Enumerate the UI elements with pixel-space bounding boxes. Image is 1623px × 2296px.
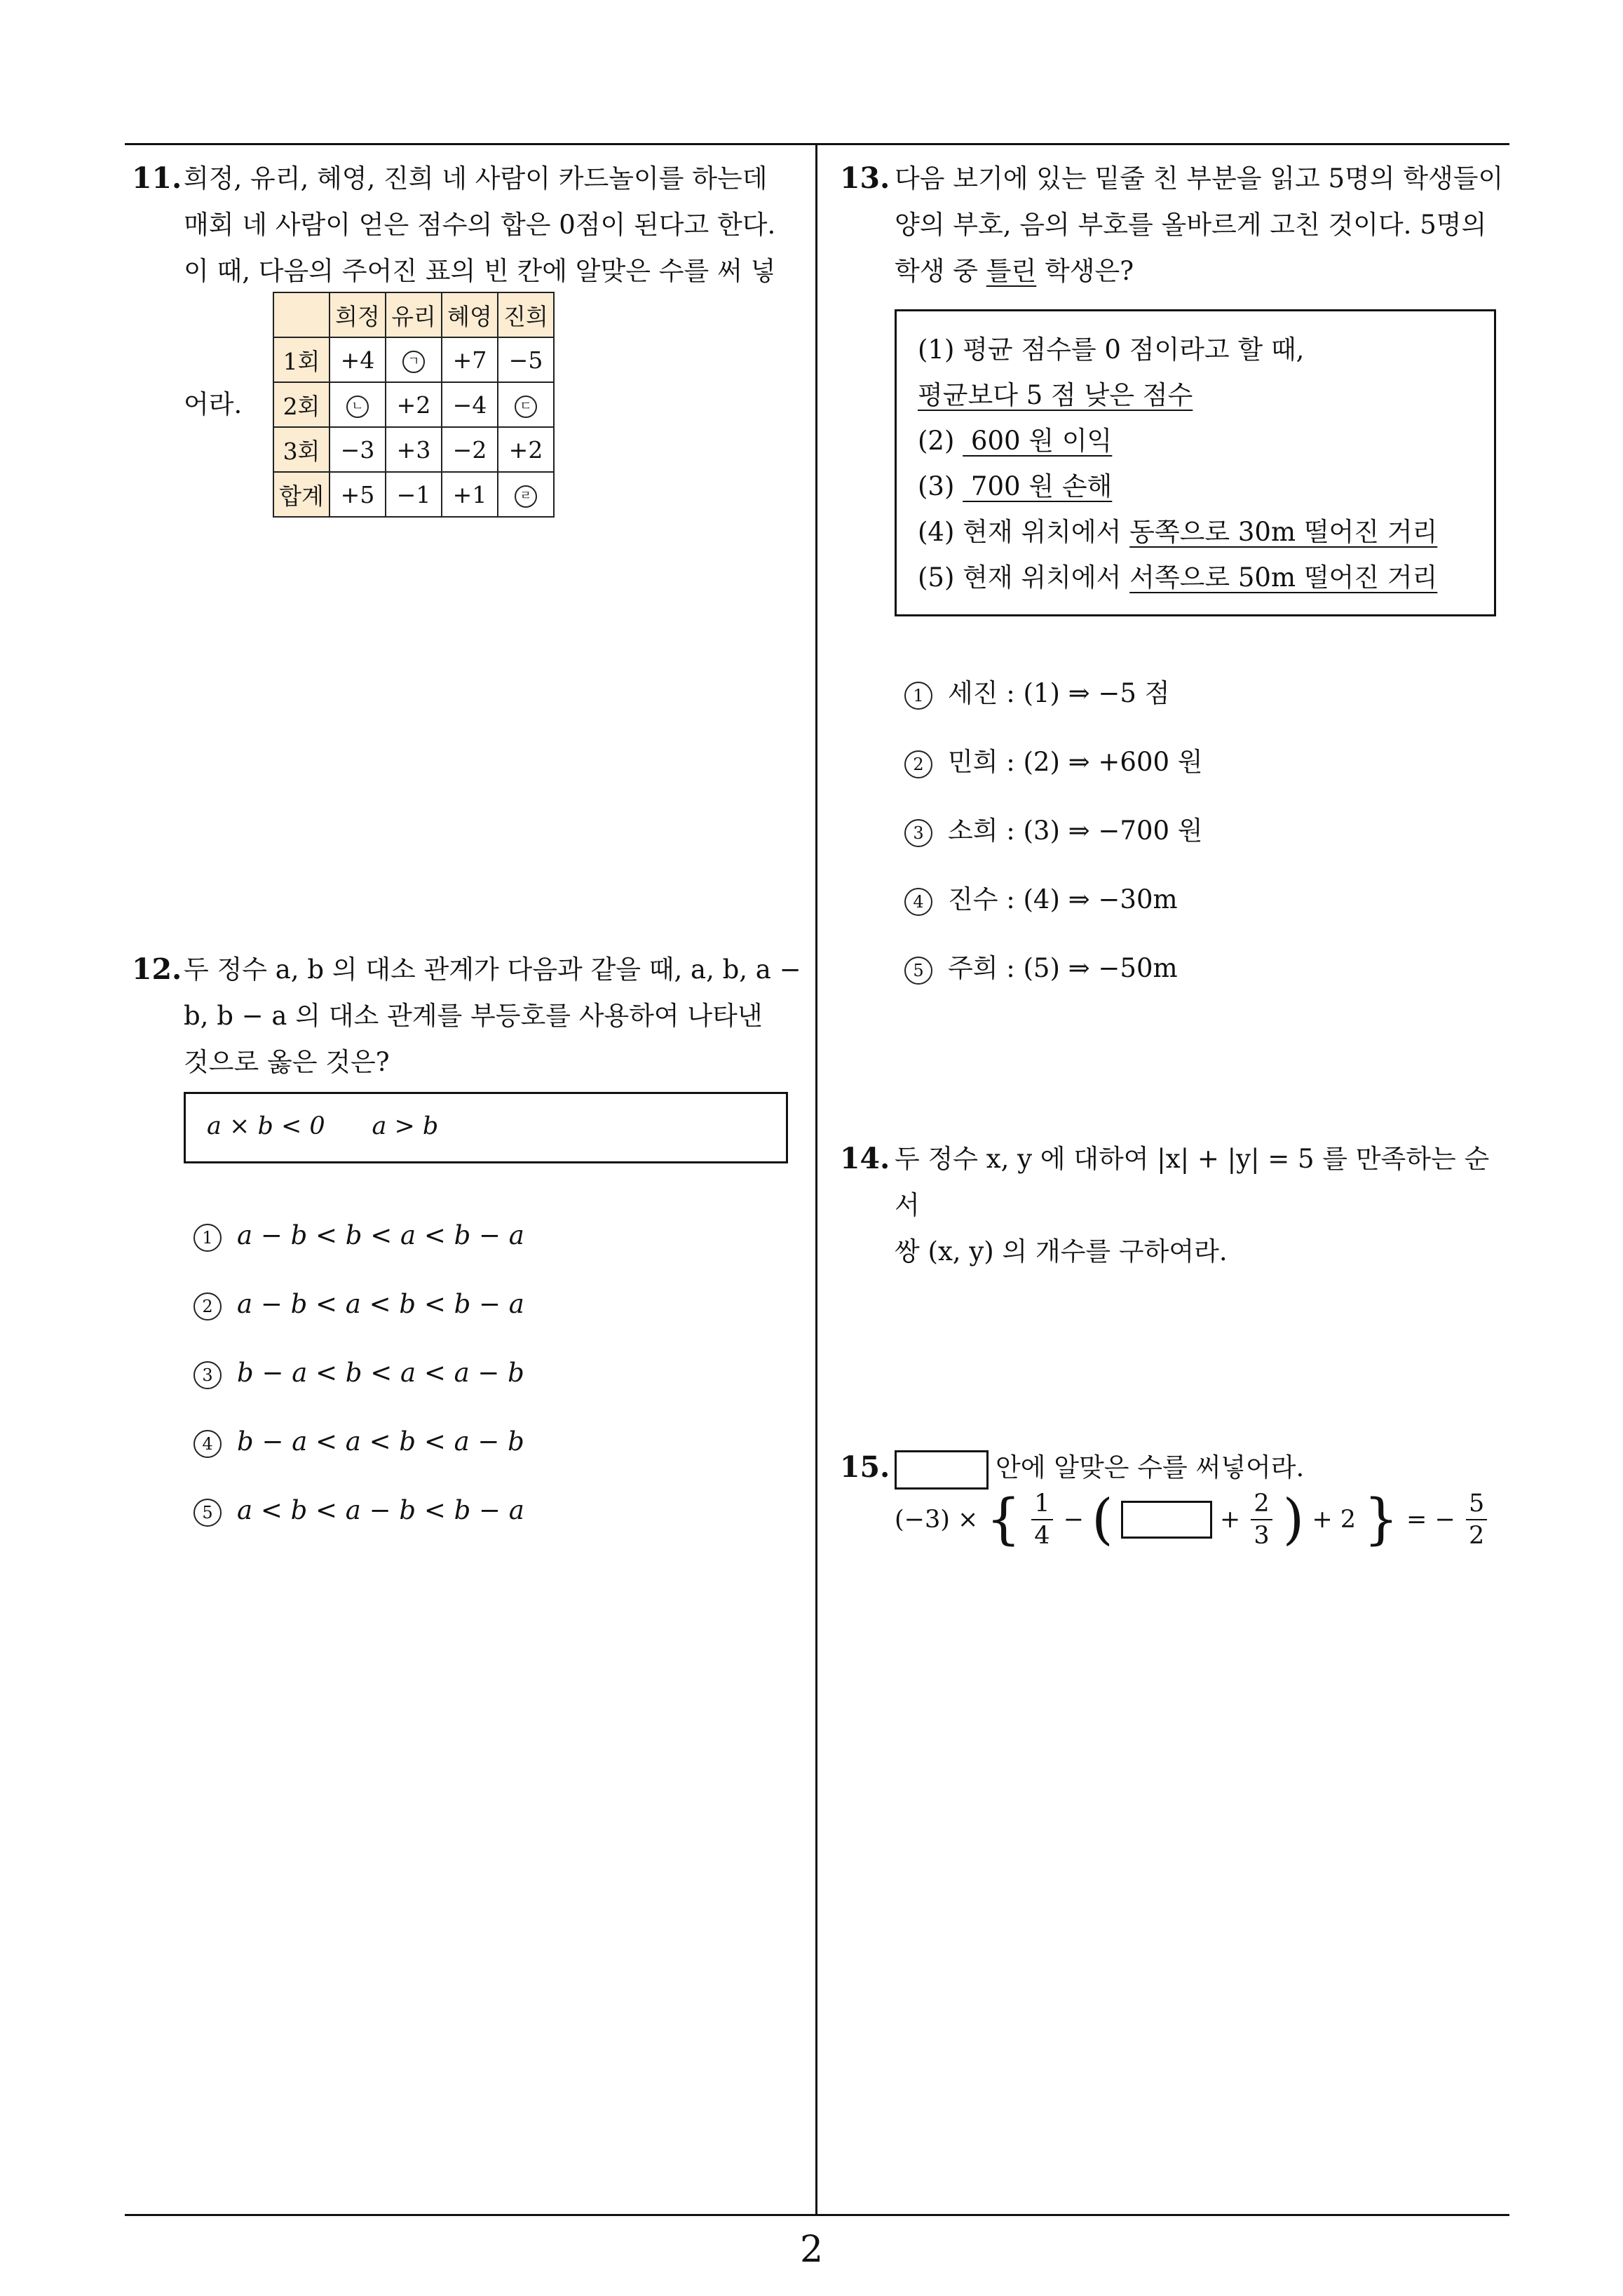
table-cell: +5: [330, 472, 386, 517]
underlined-text: 틀린: [986, 256, 1037, 286]
question-text-line: [895, 248, 1512, 295]
numerator: 2: [1251, 1488, 1272, 1520]
question-number: 12.: [132, 952, 182, 986]
table-row: [273, 382, 554, 427]
option-marker: 4: [193, 1430, 222, 1458]
table-header: 유리: [386, 292, 442, 337]
option-marker: 1: [193, 1224, 222, 1252]
question-text-line: 매회 네 사람이 얻은 점수의 합은 0점이 된다고 한다.: [184, 210, 776, 240]
option-text: a − b < a < b < b − a: [237, 1289, 524, 1319]
table-cell: +3: [386, 427, 442, 472]
table-header-row: [273, 292, 554, 337]
option-5[interactable]: [904, 947, 1178, 985]
question-text-line: 것으로 옳은 것은?: [184, 1047, 390, 1077]
denominator: 3: [1254, 1522, 1270, 1550]
minus-sign: −: [1063, 1506, 1085, 1534]
example-line: [918, 464, 1437, 509]
table-cell: +2: [498, 427, 554, 472]
plus-sign: +: [1219, 1506, 1241, 1534]
question-number: 11.: [132, 161, 182, 195]
row-label: 3회: [273, 427, 330, 472]
question-text-tail: 어라.: [184, 389, 243, 419]
row-label: 2회: [273, 382, 330, 427]
question-text-line: 이 때, 다음의 주어진 표의 빈 칸에 알맞은 수를 써 넣: [184, 256, 776, 286]
table-cell-blank: [330, 382, 386, 427]
option-text: 세진 : (1) ⇒ −5 점: [948, 678, 1170, 708]
option-marker: 3: [904, 819, 932, 847]
option-marker: 5: [193, 1499, 222, 1527]
text-segment: (5) 현재 위치에서: [918, 562, 1130, 593]
table-cell-blank: [498, 382, 554, 427]
table-corner: [273, 292, 330, 337]
example-line: 평균보다 5 점 낮은 점수: [918, 380, 1193, 410]
table-row: [273, 472, 554, 517]
underlined-text: 600 원 이익: [963, 426, 1113, 456]
question-number: 13.: [840, 161, 890, 195]
right-brace: }: [1364, 1488, 1399, 1551]
table-row: [273, 427, 554, 472]
answer-box[interactable]: [895, 1450, 989, 1490]
option-text: b − a < b < a < a − b: [237, 1358, 524, 1388]
option-3[interactable]: [904, 809, 1203, 847]
question-text: 안에 알맞은 수를 써넣어라.: [996, 1452, 1305, 1483]
expr-left: (−3) ×: [895, 1506, 979, 1534]
option-marker: 5: [904, 957, 932, 985]
question-text-line: 양의 부호, 음의 부호를 올바르게 고친 것이다. 5명의: [895, 210, 1487, 240]
column-divider: [815, 144, 817, 2215]
table-cell: −3: [330, 427, 386, 472]
table-header: 희정: [330, 292, 386, 337]
table-header: 진희: [498, 292, 554, 337]
numerator: 1: [1031, 1488, 1052, 1520]
question-text-line: 다음 보기에 있는 밑줄 친 부분을 읽고 5명의 학생들이: [895, 163, 1504, 194]
text-segment: (4) 현재 위치에서: [918, 517, 1130, 547]
table-cell: +7: [442, 337, 498, 382]
question-number: 14.: [840, 1142, 890, 1175]
numerator: 5: [1466, 1488, 1487, 1520]
option-text: 주희 : (5) ⇒ −50m: [948, 953, 1178, 983]
table-cell-blank: [498, 472, 554, 517]
option-1[interactable]: [193, 1220, 524, 1252]
equals-sign: = −: [1406, 1506, 1455, 1534]
option-marker: 1: [904, 682, 932, 710]
table-cell: −5: [498, 337, 554, 382]
table-cell: −2: [442, 427, 498, 472]
option-text: a − b < b < a < b − a: [237, 1220, 524, 1250]
example-line: [918, 555, 1437, 600]
blank-marker: ㄹ: [515, 485, 537, 508]
left-brace: {: [986, 1488, 1021, 1551]
blank-marker: ㄷ: [515, 396, 537, 418]
question-text-line: 두 정수 a, b 의 대소 관계가 다음과 같을 때, a, b, a −: [184, 954, 801, 985]
text-segment: (3): [918, 471, 963, 501]
answer-box-inline[interactable]: [1121, 1501, 1212, 1539]
option-4[interactable]: [904, 878, 1178, 916]
underlined-text: 동쪽으로 30m 떨어진 거리: [1129, 517, 1438, 547]
left-paren: (: [1092, 1488, 1113, 1551]
table-cell: +1: [442, 472, 498, 517]
option-marker: 3: [193, 1361, 222, 1389]
fraction: [1251, 1488, 1272, 1551]
denominator: 4: [1034, 1522, 1050, 1550]
row-label: 합계: [273, 472, 330, 517]
option-1[interactable]: [904, 672, 1169, 710]
page-number: 2: [799, 2229, 824, 2271]
table-cell: +4: [330, 337, 386, 382]
option-2[interactable]: [193, 1289, 524, 1321]
text-segment: (2): [918, 426, 963, 456]
text-segment: 학생은?: [1036, 256, 1134, 286]
option-text: a < b < a − b < b − a: [237, 1495, 524, 1525]
plus-two: + 2: [1312, 1506, 1357, 1534]
condition-box: [184, 1092, 788, 1163]
blank-marker: ㄴ: [346, 396, 369, 418]
option-text: 진수 : (4) ⇒ −30m: [948, 884, 1178, 914]
option-5[interactable]: [193, 1495, 524, 1527]
fraction: [1466, 1488, 1487, 1551]
equation: [895, 1488, 1490, 1551]
row-label: 1회: [273, 337, 330, 382]
blank-marker: ㄱ: [402, 351, 425, 373]
table-cell: −1: [386, 472, 442, 517]
table-row: [273, 337, 554, 382]
question-text-line: b, b − a 의 대소 관계를 부등호를 사용하여 나타낸: [184, 1001, 763, 1031]
table-cell: +2: [386, 382, 442, 427]
underlined-text: 서쪽으로 50m 떨어진 거리: [1129, 562, 1438, 593]
option-text: b − a < a < b < a − b: [237, 1426, 524, 1457]
right-paren: ): [1282, 1488, 1305, 1551]
table-cell: −4: [442, 382, 498, 427]
score-table: [273, 292, 555, 518]
option-marker: 2: [193, 1292, 222, 1321]
bottom-rule: [125, 2214, 1509, 2216]
condition-text: a × b < 0 a > b: [207, 1112, 439, 1140]
table-header: 혜영: [442, 292, 498, 337]
text-segment: 학생 중: [895, 256, 986, 286]
option-2[interactable]: [904, 741, 1203, 778]
example-box: [895, 309, 1496, 616]
fraction: [1031, 1488, 1052, 1551]
question-number: 15.: [840, 1450, 890, 1484]
option-4[interactable]: [193, 1426, 524, 1458]
question-text-line: 두 정수 x, y 에 대하여 |x| + |y| = 5 를 만족하는 순서: [895, 1144, 1490, 1220]
table-cell-blank: [386, 337, 442, 382]
example-line: [918, 418, 1437, 464]
denominator: 2: [1468, 1522, 1485, 1550]
option-text: 소희 : (3) ⇒ −700 원: [948, 816, 1203, 846]
option-marker: 4: [904, 888, 932, 916]
option-text: 민희 : (2) ⇒ +600 원: [948, 747, 1203, 777]
question-text-line: 희정, 유리, 혜영, 진희 네 사람이 카드놀이를 하는데: [184, 163, 768, 194]
option-marker: 2: [904, 750, 932, 778]
question-text-line: 쌍 (x, y) 의 개수를 구하여라.: [895, 1236, 1228, 1267]
example-line: (1) 평균 점수를 0 점이라고 할 때,: [918, 335, 1305, 365]
underlined-text: 700 원 손해: [963, 471, 1113, 501]
option-3[interactable]: [193, 1358, 524, 1389]
example-line: [918, 509, 1437, 555]
